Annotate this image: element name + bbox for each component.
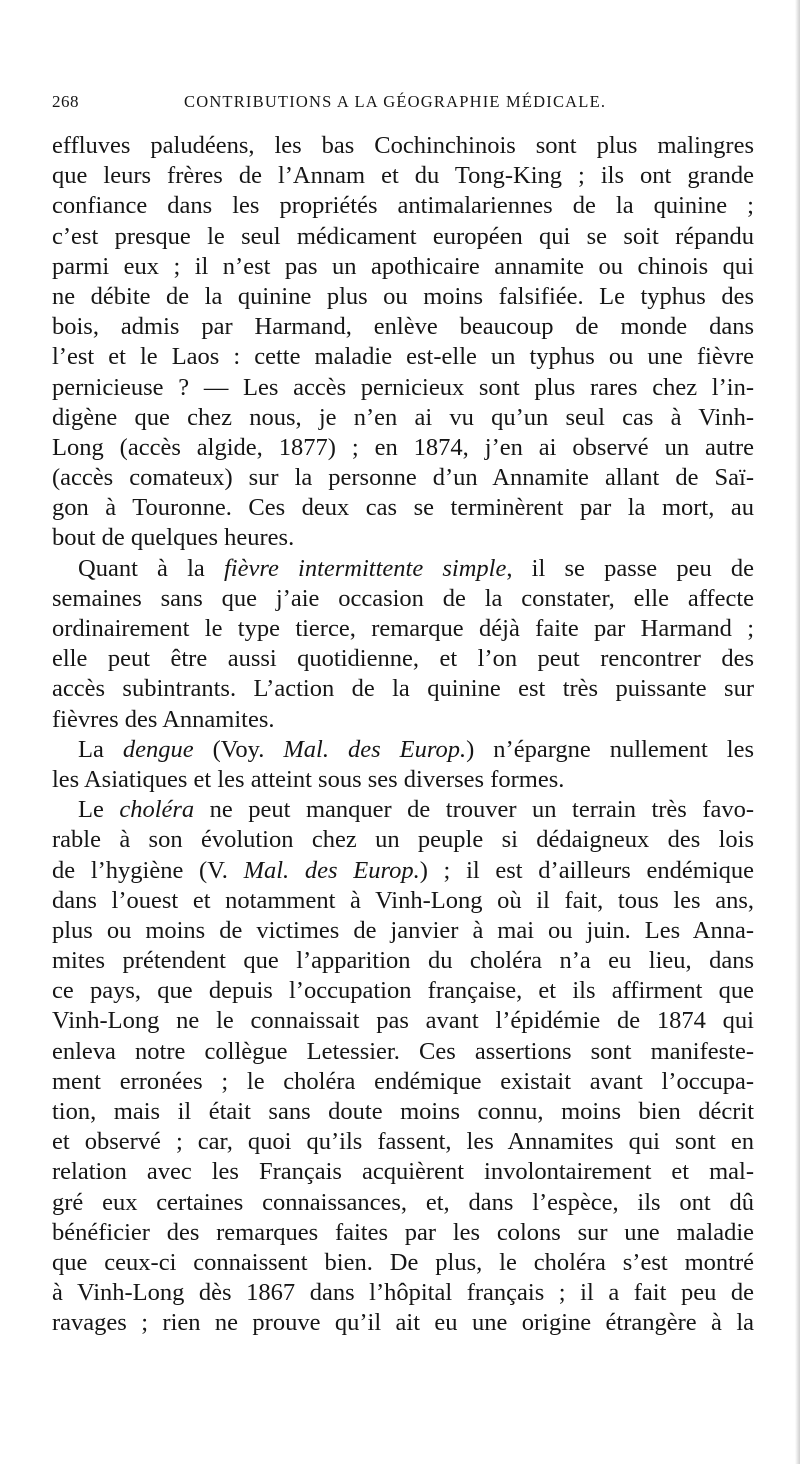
text-line: [52, 1006, 754, 1036]
text-segment: l’est et le Laos : cette maladie est-elle un typhus ou une fièvre: [52, 343, 754, 371]
text-segment: tion, mais il était sans doute moins connu, moins bien décrit: [52, 1098, 754, 1125]
text-segment: accès subintrants. L’action de la quinine est très puissante sur: [52, 675, 754, 703]
text-segment: à Vinh-Long dès 1867 dans l’hôpital français ; il a fait peu de: [52, 1279, 754, 1307]
text-segment: dans l’ouest et notamment à Vinh-Long où il fait, tous les ans,: [52, 886, 754, 914]
text-line: [52, 1157, 754, 1187]
text-line: [52, 342, 754, 372]
text-line: [52, 463, 754, 493]
text-line: [52, 1188, 754, 1218]
text-segment: bout de quelques heures.: [52, 524, 295, 552]
text-line: [52, 1278, 754, 1308]
text-segment: rable à son évolution chez un peuple si dédaigneux des lois: [52, 826, 754, 854]
italic-term: choléra: [119, 796, 195, 824]
text-line: [52, 1067, 754, 1097]
text-segment: semaines sans que j’aie occasion de la constater, elle affecte: [52, 584, 754, 612]
text-line: [52, 825, 754, 855]
text-segment: ment erronées ; le choléra endémique existait avant l’occupa-: [52, 1067, 754, 1095]
text-line: [52, 976, 754, 1006]
text-segment: ) ; il est d’ailleurs endémique: [419, 856, 754, 884]
text-line: [52, 1218, 754, 1248]
body-text: [52, 131, 754, 1339]
text-segment: parmi eux ; il n’est pas un apothicaire annamite ou chinois qui: [52, 252, 754, 280]
text-segment: Long (accès algide, 1877) ; en 1874, j’en ai observé un autre: [52, 433, 754, 461]
text-segment: fièvres des Annamites.: [52, 705, 275, 733]
text-line: [52, 886, 754, 916]
text-segment: (Voy.: [193, 735, 284, 763]
text-line: [52, 584, 754, 614]
text-segment: , il se passe peu de: [506, 554, 754, 582]
text-line: [52, 1308, 754, 1338]
italic-term: fièvre intermittente simple: [223, 554, 507, 582]
text-segment: effluves paludéens, les bas Cochinchinois sont plus malingres: [52, 132, 754, 159]
text-line: [52, 191, 754, 221]
text-line: [52, 795, 754, 825]
text-segment: gon à Touronne. Ces deux cas se terminèrent par la mort, au: [52, 494, 754, 522]
text-line: [52, 282, 754, 312]
text-line: [52, 674, 754, 704]
text-segment: ravages ; rien ne prouve qu’il ait eu une origine étrangère à la: [52, 1309, 754, 1337]
text-segment: plus ou moins de victimes de janvier à mai ou juin. Les Anna-: [52, 916, 754, 944]
text-segment: ce pays, que depuis l’occupation française, et ils affirment que: [52, 977, 754, 1005]
text-line: [52, 523, 754, 553]
text-line: [52, 1127, 754, 1157]
text-segment: (accès comateux) sur la personne d’un Annamite allant de Saï-: [52, 464, 754, 492]
text-line: [52, 856, 754, 886]
text-line: [52, 765, 754, 795]
text-segment: confiance dans les propriétés antimalariennes de la quinine ;: [52, 192, 754, 220]
italic-term: Mal. des Europ.: [283, 735, 467, 763]
text-segment: Vinh-Long ne le connaissait pas avant l’épidémie de 1874 qui: [52, 1007, 754, 1035]
text-line: [52, 493, 754, 523]
text-segment: que ceux-ci connaissent bien. De plus, le choléra s’est montré: [52, 1248, 754, 1276]
text-line: [52, 161, 754, 191]
text-line: [52, 735, 754, 765]
text-segment: enleva notre collègue Letessier. Ces assertions sont manifeste-: [52, 1037, 754, 1065]
text-segment: c’est presque le seul médicament européen qui se soit répandu: [52, 222, 754, 250]
text-segment: ne peut manquer de trouver un terrain très favo-: [194, 796, 754, 824]
text-segment: La: [78, 735, 123, 763]
text-segment: de l’hygiène (V.: [52, 856, 244, 884]
text-segment: elle peut être aussi quotidienne, et l’on peut rencontrer des: [52, 645, 754, 673]
text-line: [52, 252, 754, 282]
running-title: CONTRIBUTIONS A LA GÉOGRAPHIE MÉDICALE.: [184, 92, 607, 111]
text-segment: et observé ; car, quoi qu’ils fassent, les Annamites qui sont en: [52, 1128, 754, 1156]
text-segment: digène que chez nous, je n’en ai vu qu’un seul cas à Vinh-: [52, 403, 754, 431]
page-number: 268: [52, 92, 79, 111]
text-line: [52, 131, 754, 161]
text-segment: pernicieuse ? — Les accès pernicieux sont plus rares chez l’in-: [52, 373, 754, 401]
text-segment: Le: [78, 796, 120, 824]
scan-edge-shadow: [795, 0, 800, 1464]
text-line: [52, 1097, 754, 1127]
text-line: [52, 403, 754, 433]
text-segment: ) n’épargne nullement les: [466, 735, 754, 763]
italic-term: Mal. des Europ.: [243, 856, 420, 884]
text-segment: que leurs frères de l’Annam et du Tong-King ; ils ont grande: [52, 162, 754, 190]
text-segment: ne débite de la quinine plus ou moins falsifiée. Le typhus des: [52, 282, 754, 310]
text-line: [52, 373, 754, 403]
text-segment: gré eux certaines connaissances, et, dans l’espèce, ils ont dû: [52, 1188, 754, 1216]
text-segment: relation avec les Français acquièrent involontairement et mal-: [52, 1158, 754, 1186]
text-segment: ordinairement le type tierce, remarque déjà faite par Harmand ;: [52, 615, 754, 642]
text-line: [52, 916, 754, 946]
text-line: [52, 614, 754, 644]
text-segment: bénéficier des remarques faites par les colons sur une maladie: [52, 1218, 754, 1246]
italic-term: dengue: [122, 735, 194, 763]
text-line: [52, 1037, 754, 1067]
text-line: [52, 554, 754, 584]
text-line: [52, 222, 754, 252]
text-line: [52, 705, 754, 735]
text-line: [52, 644, 754, 674]
text-segment: bois, admis par Harmand, enlève beaucoup de monde dans: [52, 313, 754, 341]
running-header: [52, 92, 754, 118]
text-segment: Quant à la: [78, 554, 224, 582]
text-segment: les Asiatiques et les atteint sous ses diverses formes.: [52, 765, 565, 793]
text-segment: mites prétendent que l’apparition du choléra n’a eu lieu, dans: [52, 947, 754, 975]
text-line: [52, 312, 754, 342]
text-line: [52, 946, 754, 976]
text-line: [52, 433, 754, 463]
text-line: [52, 1248, 754, 1278]
